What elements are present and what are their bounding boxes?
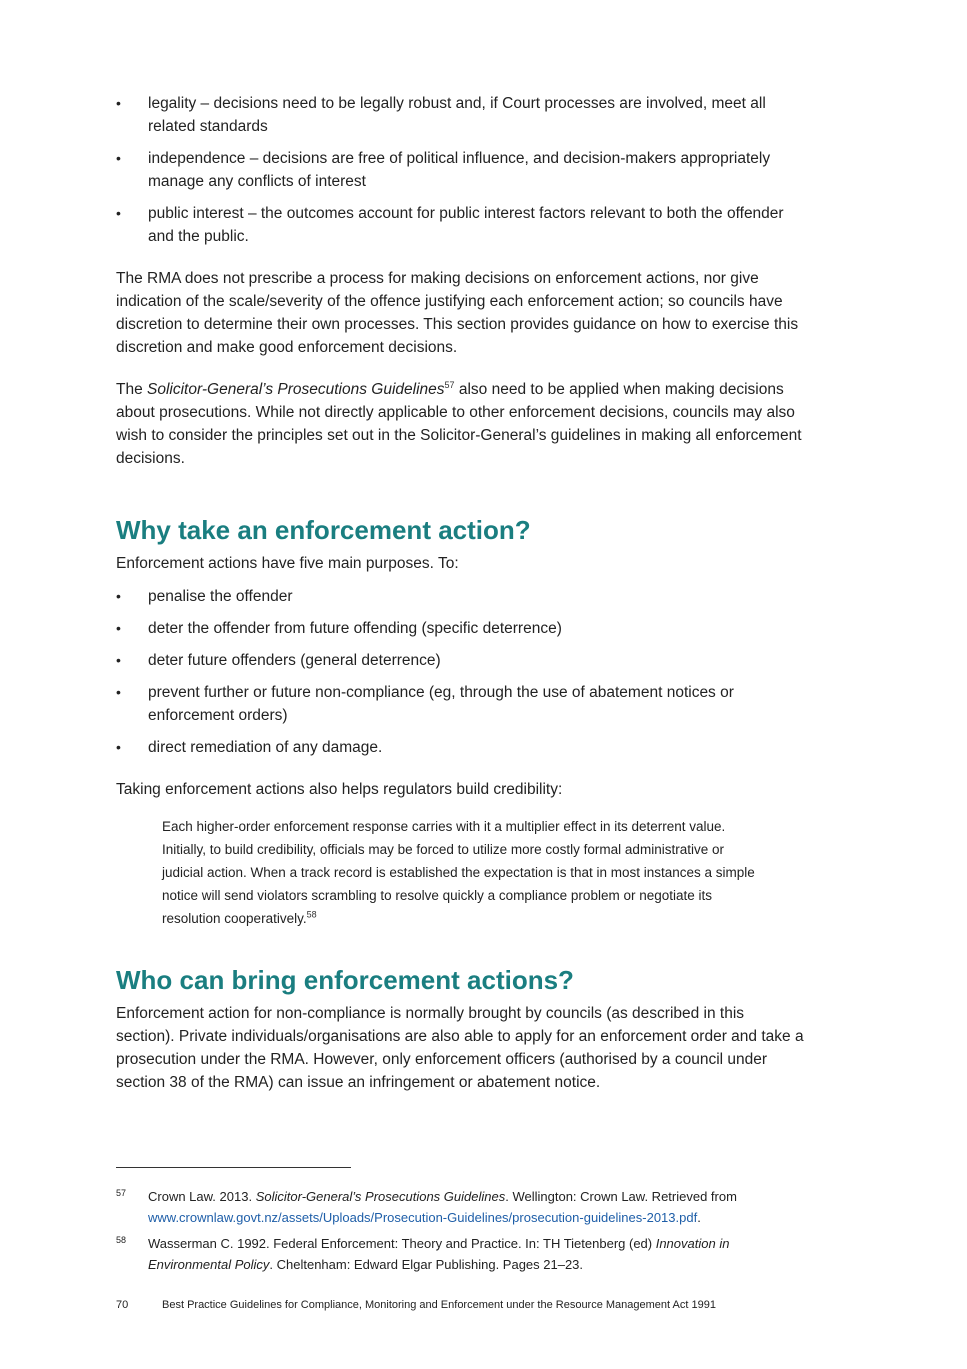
quote-text: Each higher-order enforcement response carries with it a multiplier effect in its deterrent value. Initially, to build credibility, officials may be forced to utilize more costly formal administrative or judicial action. When a track record is established the expectation is that in most instances a simple notice will send violators scrambling to resolve quickly a compliance problem or negotiate its resolution cooperatively. — [162, 819, 755, 926]
guidelines-title: Solicitor-General’s Prosecutions Guidelines — [147, 381, 445, 398]
paragraph-credibility: Taking enforcement actions also helps regulators build credibility: — [116, 781, 563, 798]
heading-who: Who can bring enforcement actions? — [116, 965, 574, 995]
footnote-57: 57 Crown Law. 2013. Solicitor-General’s Prosecutions Guidelines. Wellington: Crown Law. Retrieved from www.crownlaw.govt.nz/assets/Uploads/Prosecution-Guidelines/prosecution-guidelines-2013.pdf. — [116, 1186, 806, 1228]
paragraph-who: Enforcement action for non-compliance is normally brought by councils (as described in this section). Private individuals/organisations are also able to apply for an enforcement order and take a prosecution under the RMA. However, only enforcement officers (authorised by a council under section 38 of the RMA) can issue an infringement or abatement notice. — [116, 1005, 804, 1091]
list-item: • direct remediation of any damage. — [116, 736, 806, 759]
footnotes — [116, 1186, 806, 1280]
purposes-list — [116, 585, 806, 759]
block-quote — [162, 815, 766, 930]
crownlaw-link[interactable]: www.crownlaw.govt.nz/assets/Uploads/Prosecution-Guidelines/prosecution-guidelines-2013.pdf — [148, 1210, 698, 1225]
list-item: • public interest – the outcomes account for public interest factors relevant to both the offender and the public. — [116, 202, 806, 248]
footnote-58: 58 Wasserman C. 1992. Federal Enforcement: Theory and Practice. In: TH Tietenberg (ed) Innovation in Environmental Policy. Cheltenham: Edward Elgar Publishing. Pages 21–23. — [116, 1233, 806, 1275]
list-item: • prevent further or future non-compliance (eg, through the use of abatement notices or enforcement orders) — [116, 681, 806, 727]
list-item: • legality – decisions need to be legally robust and, if Court processes are involved, meet all related standards — [116, 92, 806, 138]
footnote-number: 58 — [116, 1235, 127, 1245]
footnote-number: 57 — [116, 1188, 127, 1198]
document-title: Best Practice Guidelines for Compliance, Monitoring and Enforcement under the Resource Management Act 1991 — [162, 1299, 716, 1311]
footnote-ref-57[interactable]: 57 — [444, 379, 455, 390]
page-number: 70 — [116, 1299, 129, 1311]
heading-why: Why take an enforcement action? — [116, 515, 531, 545]
footnote-divider — [116, 1167, 351, 1168]
paragraph-guidelines: The Solicitor-General’s Prosecutions Guidelines$^{57}$ also need to be applied when making decisions about prosecutions. While not directly applicable to other enforcement decisions, councils may also wish to consider the principles set out in the Solicitor-General’s guidelines in making all enforcement decisions. — [116, 379, 802, 467]
list-item: • deter the offender from future offending (specific deterrence) — [116, 617, 806, 640]
main-content — [116, 92, 806, 1113]
paragraph-discretion: The RMA does not prescribe a process for making decisions on enforcement actions, nor give indication of the scale/severity of the offence justifying each enforcement action; so councils have discretion to determine their own processes. This section provides guidance on how to exercise this discretion and make good enforcement decisions. — [116, 270, 799, 356]
list-item: • penalise the offender — [116, 585, 806, 608]
paragraph-purposes-lead: Enforcement actions have five main purposes. To: — [116, 555, 459, 572]
page-footer — [116, 1297, 716, 1313]
principles-list — [116, 92, 806, 248]
list-item: • independence – decisions are free of political influence, and decision-makers appropriately manage any conflicts of interest — [116, 147, 806, 193]
footnote-ref-58[interactable]: 58 — [306, 909, 317, 920]
list-item: • deter future offenders (general deterrence) — [116, 649, 806, 672]
